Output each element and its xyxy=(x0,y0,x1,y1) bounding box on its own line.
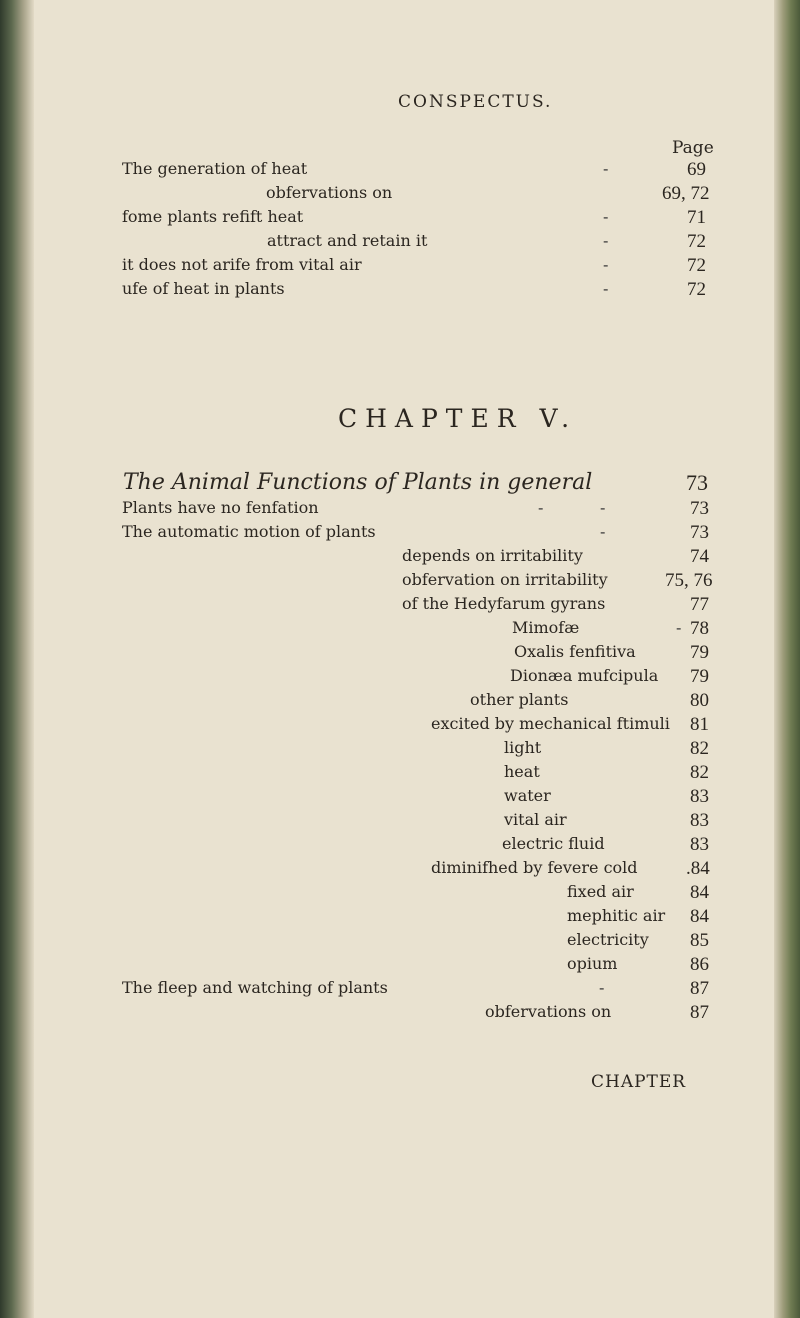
toc-entry-text: Dionæa mufcipula xyxy=(510,666,659,685)
toc-entry-text: of the Hedyfarum gyrans xyxy=(402,594,606,613)
toc-page-number: 75, 76 xyxy=(665,570,713,591)
dash: - xyxy=(600,498,606,517)
toc-row xyxy=(0,690,800,712)
toc-page-number: 72 xyxy=(687,279,706,300)
toc-page-number: 86 xyxy=(690,954,709,975)
chapter-title-page: 73 xyxy=(686,470,708,495)
toc-page-number: 69 xyxy=(687,159,706,180)
toc-page-number: 82 xyxy=(690,738,709,759)
toc-row xyxy=(0,255,800,277)
toc-entry-text: diminifhed by fevere cold xyxy=(431,858,638,877)
toc-row xyxy=(0,1002,800,1024)
toc-row xyxy=(0,978,800,1000)
toc-page-number: 85 xyxy=(690,930,709,951)
toc-row xyxy=(0,570,800,592)
toc-page-number: .84 xyxy=(686,858,710,879)
running-header: CONSPECTUS. xyxy=(398,92,553,112)
toc-entry-text: opium xyxy=(567,954,618,973)
dash: - xyxy=(603,207,609,226)
toc-page-number: 83 xyxy=(690,786,709,807)
toc-entry-text: other plants xyxy=(470,690,569,709)
dash: - xyxy=(676,618,682,637)
toc-row xyxy=(0,159,800,181)
dash: - xyxy=(603,279,609,298)
toc-row xyxy=(0,906,800,928)
toc-entry-text: obfervation on irritability xyxy=(402,570,608,589)
toc-entry-text: The generation of heat xyxy=(122,159,308,178)
toc-row xyxy=(0,183,800,205)
toc-entry-text: fixed air xyxy=(567,882,634,901)
toc-page-number: 74 xyxy=(690,546,709,567)
toc-row xyxy=(0,546,800,568)
toc-page-number: 83 xyxy=(690,810,709,831)
toc-row xyxy=(0,834,800,856)
toc-page-number: 83 xyxy=(690,834,709,855)
toc-entry-text: heat xyxy=(504,762,540,781)
toc-row xyxy=(0,882,800,904)
toc-page-number: 84 xyxy=(690,906,709,927)
toc-row xyxy=(0,231,800,253)
toc-entry-text: ufe of heat in plants xyxy=(122,279,285,298)
toc-page-number: 69, 72 xyxy=(662,183,710,204)
toc-entry-text: obfervations on xyxy=(485,1002,612,1021)
dash: - xyxy=(600,522,606,541)
toc-page-number: 72 xyxy=(687,255,706,276)
toc-row xyxy=(0,666,800,688)
toc-page-number: 87 xyxy=(690,1002,709,1023)
toc-row xyxy=(0,762,800,784)
dash: - xyxy=(538,498,544,517)
toc-page-number: 81 xyxy=(690,714,709,735)
toc-row xyxy=(0,279,800,301)
toc-row xyxy=(0,618,800,640)
dash: - xyxy=(603,159,609,178)
toc-row xyxy=(0,954,800,976)
toc-page-number: 79 xyxy=(690,666,709,687)
dash: - xyxy=(599,978,605,997)
toc-entry-text: fome plants refift heat xyxy=(122,207,304,226)
toc-row xyxy=(0,858,800,880)
dash: - xyxy=(603,255,609,274)
toc-entry-text: mephitic air xyxy=(567,906,666,925)
toc-entry-text: Mimofæ xyxy=(512,618,580,637)
toc-entry-text: The fleep and watching of plants xyxy=(122,978,388,997)
toc-page-number: 78 xyxy=(690,618,709,639)
toc-entry-text: electric fluid xyxy=(502,834,605,853)
toc-row xyxy=(0,738,800,760)
chapter-title: The Animal Functions of Plants in general xyxy=(123,470,593,495)
toc-page-number: 84 xyxy=(690,882,709,903)
toc-page-number: 77 xyxy=(690,594,709,615)
toc-row xyxy=(0,594,800,616)
toc-page-number: 82 xyxy=(690,762,709,783)
toc-row xyxy=(0,930,800,952)
toc-page-number: 72 xyxy=(687,231,706,252)
toc-page-number: 87 xyxy=(690,978,709,999)
page-column-label: Page xyxy=(672,138,714,158)
toc-page-number: 71 xyxy=(687,207,706,228)
catchword: CHAPTER xyxy=(591,1072,687,1092)
toc-entry-text: vital air xyxy=(504,810,567,829)
toc-row xyxy=(0,786,800,808)
dash: - xyxy=(603,231,609,250)
toc-row xyxy=(0,522,800,544)
toc-page-number: 73 xyxy=(690,498,709,519)
toc-row xyxy=(0,207,800,229)
toc-entry-text: Plants have no fenfation xyxy=(122,498,319,517)
toc-page-number: 79 xyxy=(690,642,709,663)
toc-page-number: 80 xyxy=(690,690,709,711)
chapter-heading: CHAPTER V. xyxy=(338,404,578,433)
toc-entry-text: water xyxy=(504,786,551,805)
toc-entry-text: electricity xyxy=(567,930,649,949)
toc-page-number: 73 xyxy=(690,522,709,543)
toc-entry-text: The automatic motion of plants xyxy=(122,522,376,541)
toc-entry-text: Oxalis fenfitiva xyxy=(514,642,636,661)
toc-row xyxy=(0,642,800,664)
toc-entry-text: light xyxy=(504,738,542,757)
toc-entry-text: depends on irritability xyxy=(402,546,583,565)
toc-row xyxy=(0,714,800,736)
toc-entry-text: excited by mechanical ftimuli xyxy=(431,714,670,733)
toc-entry-text: obfervations on xyxy=(266,183,393,202)
toc-row xyxy=(0,810,800,832)
toc-entry-text: attract and retain it xyxy=(267,231,428,250)
toc-row xyxy=(0,498,800,520)
toc-entry-text: it does not arife from vital air xyxy=(122,255,362,274)
